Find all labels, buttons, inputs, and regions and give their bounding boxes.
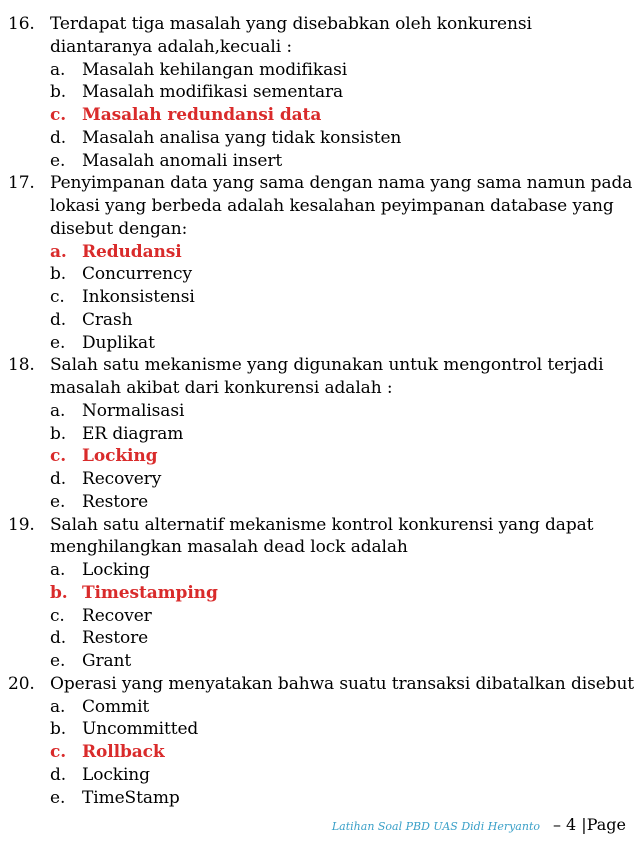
option-letter: c. bbox=[50, 287, 65, 307]
option-text: Masalah redundansi data bbox=[82, 105, 322, 125]
option-text: Concurrency bbox=[82, 264, 192, 285]
option-text: Commit bbox=[82, 696, 150, 717]
option-text: Redudansi bbox=[82, 241, 182, 262]
question-number: 19. bbox=[8, 514, 35, 535]
option-letter: c. bbox=[50, 105, 67, 125]
option-letter: e. bbox=[50, 491, 66, 512]
option-letter: d. bbox=[50, 628, 67, 649]
option-text: Recover bbox=[82, 605, 152, 626]
page-footer bbox=[0, 815, 628, 835]
option-text: Locking bbox=[82, 446, 158, 467]
option-text: ER diagram bbox=[82, 423, 184, 444]
option-text: Recovery bbox=[82, 469, 162, 489]
option-letter: a. bbox=[50, 560, 66, 580]
option-letter: c. bbox=[50, 742, 67, 762]
option-text: Uncommitted bbox=[82, 719, 199, 740]
question-text: disebut dengan: bbox=[50, 218, 188, 239]
option-letter: c. bbox=[50, 605, 65, 626]
option-letter: a. bbox=[50, 696, 66, 717]
question-number: 17. bbox=[8, 173, 35, 194]
option-text: Normalisasi bbox=[82, 400, 185, 421]
question-text: diantaranya adalah,kecuali : bbox=[50, 36, 292, 57]
option-letter: d. bbox=[50, 469, 67, 489]
question-text: Operasi yang menyatakan bahwa suatu transaksi dibatalkan disebut bbox=[50, 673, 635, 694]
option-letter: e. bbox=[50, 787, 66, 808]
option-text: Rollback bbox=[82, 742, 165, 762]
option-text: Masalah anomali insert bbox=[82, 150, 283, 171]
question-text: Terdapat tiga masalah yang disebabkan oleh konkurensi bbox=[50, 14, 532, 34]
option-letter: c. bbox=[50, 446, 67, 467]
option-letter: b. bbox=[50, 719, 67, 740]
option-text: Locking bbox=[82, 560, 150, 580]
option-text: Locking bbox=[82, 764, 150, 785]
question-number: 20. bbox=[8, 673, 35, 694]
option-letter: a. bbox=[50, 59, 66, 80]
option-text: Masalah modifikasi sementara bbox=[82, 82, 344, 103]
option-letter: b. bbox=[50, 82, 67, 103]
option-text: Grant bbox=[82, 651, 132, 671]
option-letter: b. bbox=[50, 264, 67, 285]
question-number: 16. bbox=[8, 14, 35, 34]
option-text: Masalah analisa yang tidak konsisten bbox=[82, 127, 402, 148]
option-letter: d. bbox=[50, 309, 67, 330]
option-letter: a. bbox=[50, 400, 66, 421]
option-letter: e. bbox=[50, 332, 66, 353]
footer-page-number: – 4 |Page bbox=[552, 815, 626, 834]
option-letter: b. bbox=[50, 582, 68, 603]
question-number: 18. bbox=[8, 355, 35, 376]
option-text: TimeStamp bbox=[82, 787, 180, 808]
option-letter: d. bbox=[50, 764, 67, 785]
option-letter: b. bbox=[50, 423, 67, 444]
question-text: Salah satu alternatif mekanisme kontrol konkurensi yang dapat bbox=[50, 514, 594, 535]
question-text: Penyimpanan data yang sama dengan nama yang sama namun pada bbox=[50, 173, 633, 194]
option-letter: e. bbox=[50, 651, 66, 671]
question-text: Salah satu mekanisme yang digunakan untuk mengontrol terjadi bbox=[50, 355, 604, 376]
option-text: Inkonsistensi bbox=[82, 287, 195, 307]
option-text: Restore bbox=[82, 628, 149, 649]
option-text: Duplikat bbox=[82, 332, 155, 353]
option-text: Restore bbox=[82, 491, 149, 512]
question-text: lokasi yang berbeda adalah kesalahan peyimpanan database yang bbox=[50, 196, 614, 216]
footer-note: Latihan Soal PBD UAS Didi Heryanto bbox=[331, 820, 540, 833]
option-letter: e. bbox=[50, 150, 66, 171]
option-text: Masalah kehilangan modifikasi bbox=[82, 59, 348, 80]
option-letter: a. bbox=[50, 241, 67, 262]
option-letter: d. bbox=[50, 127, 67, 148]
option-text: Crash bbox=[82, 309, 133, 330]
question-text: masalah akibat dari konkurensi adalah : bbox=[50, 378, 393, 398]
question-text: menghilangkan masalah dead lock adalah bbox=[50, 537, 408, 558]
option-text: Timestamping bbox=[82, 582, 218, 603]
